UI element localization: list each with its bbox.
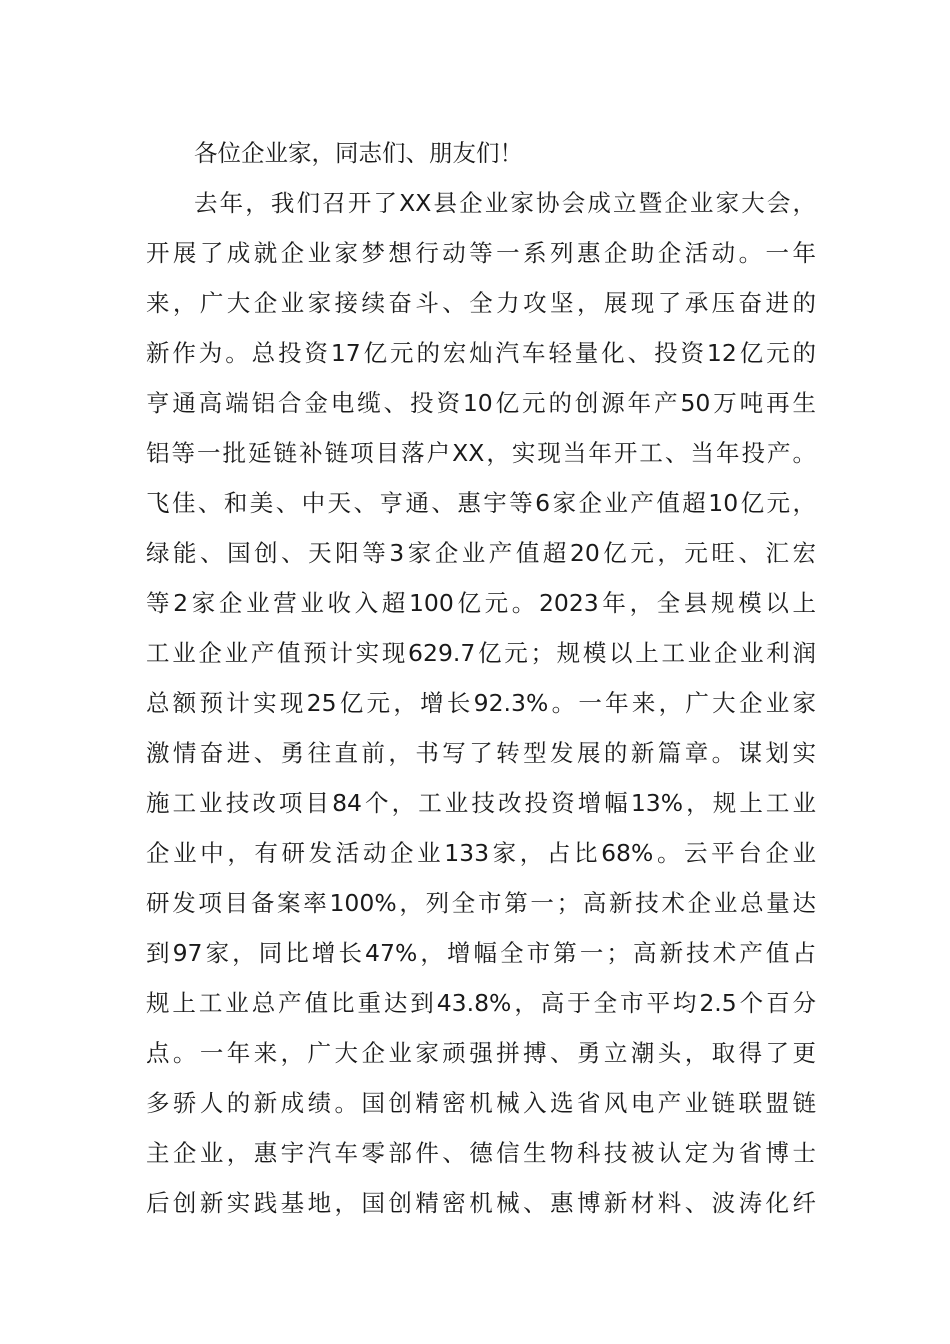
paragraph-line: 飞佳、和美、中天、亨通、惠宇等6家企业产值超10亿元， (146, 489, 816, 517)
paragraph-line: 规上工业总产值比重达到43.8%，高于全市平均2.5个百分 (146, 989, 816, 1017)
speech-text (146, 128, 816, 1228)
paragraph-line: 开展了成就企业家梦想行动等一系列惠企助企活动。一年 (146, 239, 816, 267)
paragraph-line: 点。一年来，广大企业家顽强拼搏、勇立潮头，取得了更 (146, 1039, 816, 1067)
paragraph-line: 激情奋进、勇往直前，书写了转型发展的新篇章。谋划实 (146, 739, 816, 767)
paragraph-line: 来，广大企业家接续奋斗、全力攻坚，展现了承压奋进的 (146, 289, 816, 317)
paragraph-line: 工业企业产值预计实现629.7亿元；规模以上工业企业利润 (146, 639, 816, 667)
salutation-line: 各位企业家，同志们、朋友们！ (194, 139, 523, 167)
paragraph-line: 施工业技改项目84个，工业技改投资增幅13%，规上工业 (146, 789, 816, 817)
paragraph-line: 等2家企业营业收入超100亿元。2023年，全县规模以上 (146, 589, 816, 617)
paragraph-line: 企业中，有研发活动企业133家，占比68%。云平台企业 (146, 839, 816, 867)
paragraph-line: 新作为。总投资17亿元的宏灿汽车轻量化、投资12亿元的 (146, 339, 816, 367)
paragraph-line: 去年，我们召开了XX县企业家协会成立暨企业家大会， (194, 189, 816, 217)
paragraph-line: 铝等一批延链补链项目落户XX，实现当年开工、当年投产。 (146, 439, 816, 467)
paragraph-line: 绿能、国创、天阳等3家企业产值超20亿元，元旺、汇宏 (146, 539, 816, 567)
paragraph-line: 多骄人的新成绩。国创精密机械入选省风电产业链联盟链 (146, 1089, 816, 1117)
paragraph-line: 到97家，同比增长47%，增幅全市第一；高新技术产值占 (146, 939, 816, 967)
paragraph-line: 主企业，惠宇汽车零部件、德信生物科技被认定为省博士 (146, 1139, 816, 1167)
paragraph-line: 亨通高端铝合金电缆、投资10亿元的创源年产50万吨再生 (146, 389, 816, 417)
paragraph-line: 研发项目备案率100%，列全市第一；高新技术企业总量达 (146, 889, 816, 917)
paragraph-line: 后创新实践基地，国创精密机械、惠博新材料、波涛化纤 (146, 1189, 816, 1217)
paragraph-line: 总额预计实现25亿元，增长92.3%。一年来，广大企业家 (146, 689, 816, 717)
